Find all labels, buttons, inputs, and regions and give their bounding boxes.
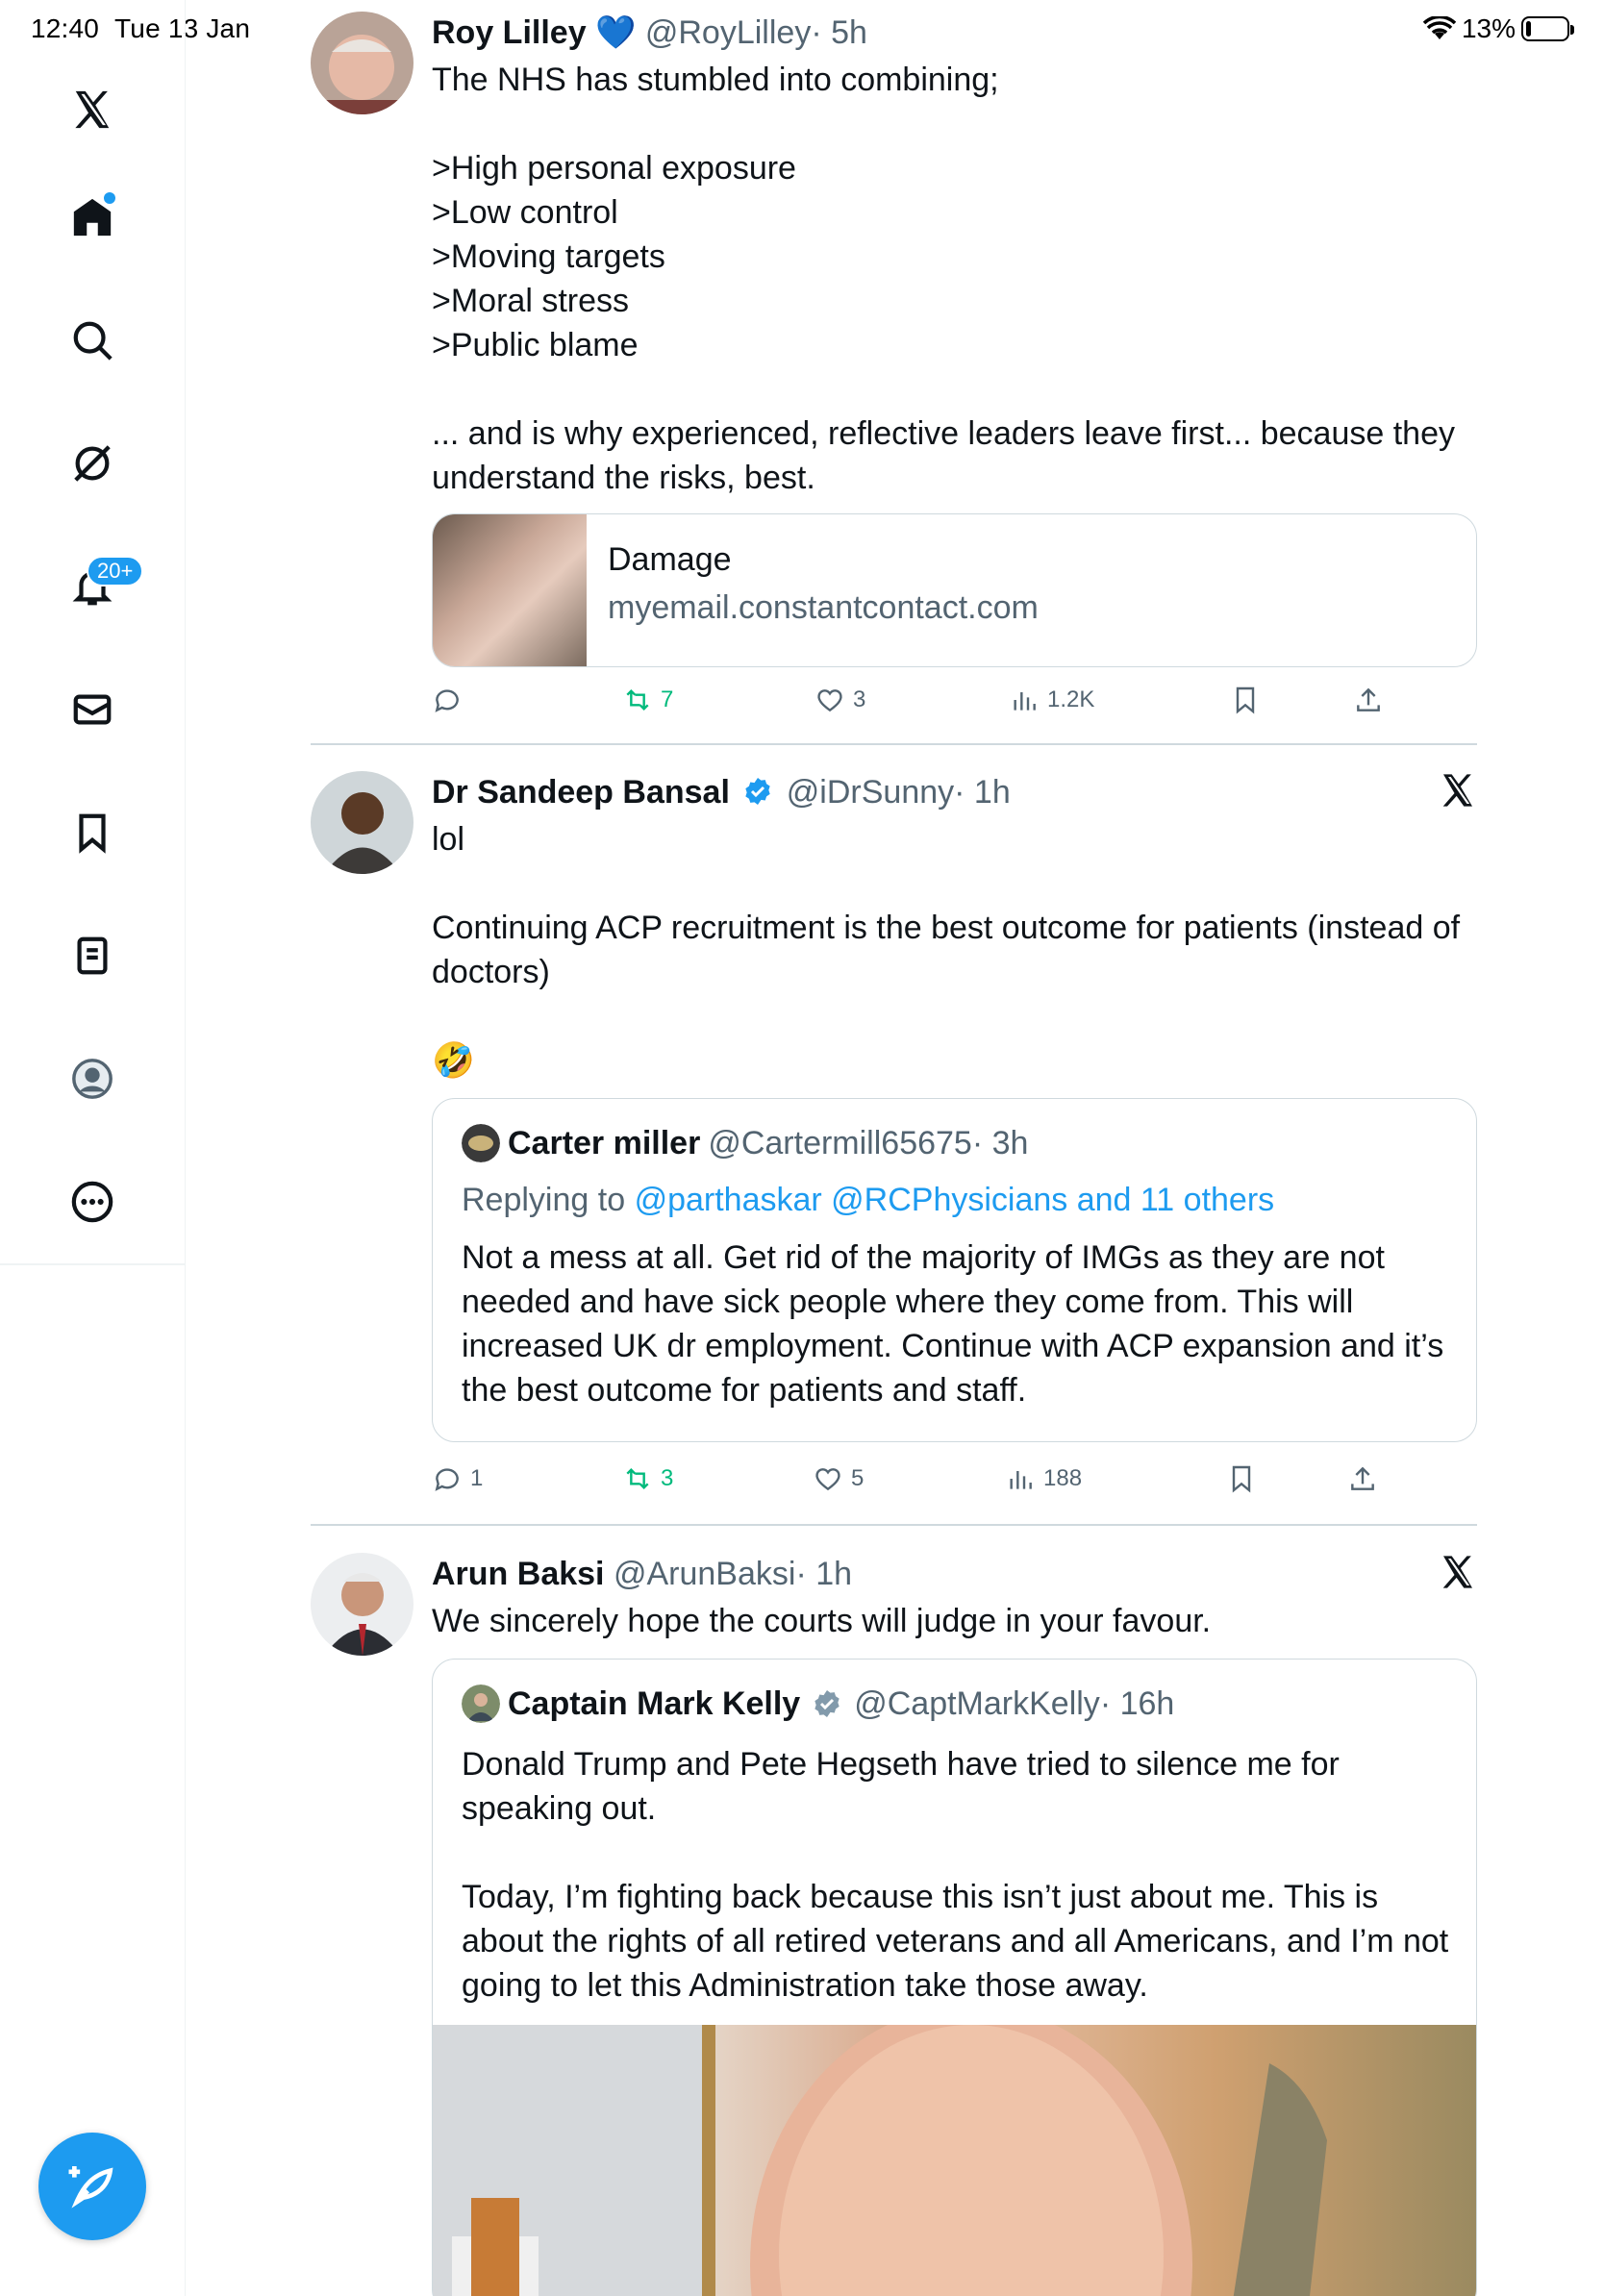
quoted-tweet-header (462, 1685, 1174, 1723)
bookmark-button[interactable] (1230, 685, 1261, 715)
nav-divider (0, 1263, 186, 1265)
quoted-tweet-header (462, 1124, 1028, 1162)
heart-emoji: 💙 (595, 14, 637, 51)
tweet-text: We sincerely hope the courts will judge in your favour. (432, 1603, 1212, 1639)
battery-percent: 13% (1461, 13, 1516, 43)
tweet-separator (311, 1524, 1477, 1526)
user-handle[interactable]: @ArunBaksi (613, 1556, 796, 1592)
share-button[interactable] (1347, 1463, 1378, 1494)
quoted-tweet-text: Not a mess at all. Get rid of the majority of IMGs as they are not needed and have sick people where they come from. This will increased UK dr employment. Continue with ACP expansion and it’s the best outcome for patients and staff. (462, 1239, 1453, 1409)
quoted-tweet[interactable] (432, 1659, 1477, 2296)
quoted-tweet-video[interactable] (433, 2025, 1477, 2296)
link-card-title: Damage (608, 541, 732, 578)
tweet-time[interactable]: · 5h (811, 14, 867, 51)
more-icon[interactable] (63, 1173, 121, 1231)
quoted-tweet-text: Donald Trump and Pete Hegseth have tried to silence me for speaking out. Today, I’m fighting back because this isn’t just about me. This is about the rights of all retired veterans and all Americans, and I’m not going to let this Administration take those away. (462, 1746, 1449, 2004)
bookmark-icon (1226, 1463, 1257, 1494)
views-button[interactable]: 1.2K (1009, 685, 1094, 715)
tweet-text: lol Continuing ACP recruitment is the best outcome for patients (instead of doctors) (432, 821, 1461, 990)
tweet-header (432, 1553, 1477, 1595)
tweet-actions (432, 685, 1477, 723)
notifications-badge: 20+ (87, 556, 143, 586)
retweet-button[interactable]: 7 (622, 685, 673, 715)
heart-icon (813, 1463, 843, 1494)
quoted-tweet[interactable] (432, 1098, 1477, 1442)
user-handle[interactable]: @iDrSunny (786, 774, 955, 811)
display-name[interactable]: Dr Sandeep Bansal (432, 774, 730, 811)
tweet-header (432, 771, 1477, 813)
tweet-header (432, 12, 1477, 54)
home-unread-dot (104, 192, 115, 204)
compose-button[interactable] (38, 2133, 146, 2240)
retweet-icon (622, 685, 653, 715)
quoted-user-handle[interactable]: @Cartermill65675· 3h (708, 1124, 1029, 1161)
heart-icon (815, 685, 845, 715)
bookmark-button[interactable] (1226, 1463, 1257, 1494)
share-icon (1347, 1463, 1378, 1494)
compose-feather-icon (65, 2159, 119, 2213)
reply-button[interactable] (432, 685, 470, 715)
link-card-domain: myemail.constantcontact.com (608, 589, 1039, 626)
verified-badge-icon (742, 776, 773, 807)
tweet-emoji: 🤣 (432, 1040, 475, 1080)
bookmarks-icon[interactable] (63, 804, 121, 861)
avatar-roy-lilley[interactable] (311, 12, 414, 114)
avatar-sandeep-bansal[interactable] (311, 771, 414, 874)
link-card-image (433, 514, 587, 667)
quoted-display-name[interactable]: Captain Mark Kelly (508, 1685, 801, 1722)
lists-icon[interactable] (63, 927, 121, 985)
display-name[interactable]: Roy Lilley (432, 14, 587, 51)
tweet-time[interactable]: · 1h (795, 1556, 853, 1592)
tweet-separator (311, 743, 1477, 745)
status-time: 12:40 Tue 13 Jan (31, 13, 251, 43)
share-icon (1353, 685, 1384, 715)
like-button[interactable]: 3 (815, 685, 865, 715)
tweet-text: The NHS has stumbled into combining; >High personal exposure >Low control >Moving targets >Moral stress >Public blame ... and is why experienced, reflective leaders leave first... because they understand the risks, best. (432, 62, 1455, 496)
bookmark-icon (1230, 685, 1261, 715)
quoted-user-handle[interactable]: @CaptMarkKelly· 16h (854, 1685, 1175, 1722)
grok-icon[interactable] (63, 435, 121, 492)
reply-icon (432, 685, 463, 715)
profile-icon[interactable] (63, 1050, 121, 1108)
tweet-actions (432, 1463, 1477, 1502)
x-logo-icon[interactable] (63, 81, 121, 138)
share-button[interactable] (1353, 685, 1384, 715)
views-icon (1005, 1463, 1036, 1494)
like-button[interactable]: 5 (813, 1463, 864, 1494)
user-handle[interactable]: @RoyLilley (644, 14, 812, 51)
tweet-time[interactable]: · 1h (954, 774, 1011, 811)
battery-icon (1521, 16, 1569, 41)
search-icon[interactable] (63, 312, 121, 369)
avatar-arun-baksi[interactable] (311, 1553, 414, 1656)
home-icon[interactable] (63, 188, 121, 246)
views-icon (1009, 685, 1040, 715)
video-thumbnail (433, 2025, 1477, 2296)
replying-to-users[interactable]: @parthaskar @RCPhysicians and 11 others (634, 1182, 1275, 1218)
views-button[interactable]: 188 (1005, 1463, 1082, 1494)
verified-badge-gray-icon (812, 1688, 842, 1719)
quoted-display-name[interactable]: Carter miller (508, 1124, 701, 1161)
retweet-icon (622, 1463, 653, 1494)
x-logo-icon (1439, 1553, 1477, 1591)
avatar-mark-kelly[interactable] (462, 1685, 500, 1723)
retweet-button[interactable]: 3 (622, 1463, 673, 1494)
battery-level (1526, 21, 1531, 37)
replying-to: Replying to @parthaskar @RCPhysicians and 11 others (462, 1182, 1275, 1218)
avatar-carter-miller[interactable] (462, 1124, 500, 1162)
reply-button[interactable]: 1 (432, 1463, 483, 1494)
display-name[interactable]: Arun Baksi (432, 1556, 605, 1592)
reply-icon (432, 1463, 463, 1494)
link-card[interactable] (432, 513, 1477, 667)
side-navigation (0, 0, 186, 2296)
messages-icon[interactable] (63, 681, 121, 738)
x-logo-icon (1439, 771, 1477, 810)
notifications-icon[interactable] (63, 558, 134, 615)
